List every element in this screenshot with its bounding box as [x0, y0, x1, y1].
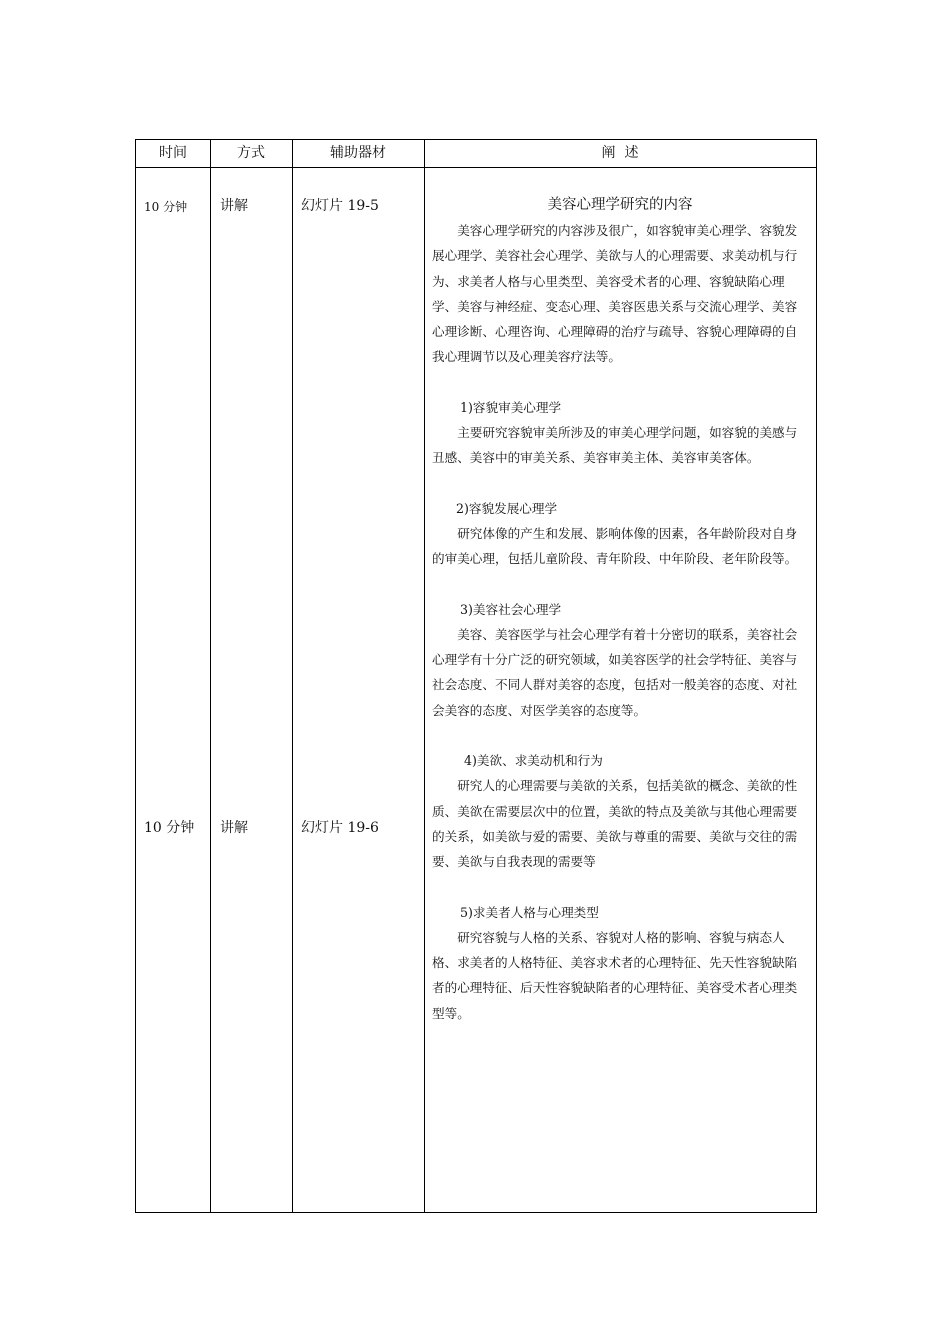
row-2-method: 讲解 [220, 820, 248, 836]
section-4-body: 研究人的心理需要与美欲的关系，包括美欲的概念、美欲的性质、美欲在需要层次中的位置，美欲的特点及美欲与其他心理需要的关系，如美欲与爱的需要、美欲与尊重的需要、美欲与交往的需要、美欲与自我表现的需要等 [432, 778, 798, 870]
lesson-plan-table [135, 139, 817, 1213]
section-3-heading: 3)美容社会心理学 [460, 601, 562, 617]
table-header-row [136, 140, 816, 168]
header-method: 方式 [237, 145, 265, 161]
row-1-method: 讲解 [220, 198, 248, 214]
header-equipment: 辅助器材 [330, 145, 386, 161]
description-intro: 美容心理学研究的内容涉及很广，如容貌审美心理学、容貌发展心理学、美容社会心理学、美欲与人的心理需要、求美动机与行为、求美者人格与心里类型、美容受术者的心理、容貌缺陷心理学、美容与神经症、变态心理、美容医患关系与交流心理学、美容心理诊断、心理咨询、心理障碍的治疗与疏导、容貌心理障碍的自我心理调节以及心理美容疗法等。 [432, 223, 798, 365]
row-1-equipment: 幻灯片 19-5 [301, 198, 379, 214]
section-3-body: 美容、美容医学与社会心理学有着十分密切的联系，美容社会心理学有十分广泛的研究领域，如美容医学的社会学特征、美容与社会态度、不同人群对美容的态度，包括对一般美容的态度、对社会美容的态度、对医学美容的态度等。 [432, 626, 798, 718]
section-5-heading: 5)求美者人格与心理类型 [460, 904, 599, 920]
row-1-time: 10 分钟 [144, 200, 188, 214]
header-description: 阐 述 [601, 145, 639, 161]
section-5-body: 研究容貌与人格的关系、容貌对人格的影响、容貌与病态人格、求美者的人格特征、美容求术者的心理特征、先天性容貌缺陷者的心理特征、后天性容貌缺陷者的心理特征、美容受术者心理类型等。 [432, 929, 798, 1021]
description-title: 美容心理学研究的内容 [547, 197, 693, 213]
column-divider [292, 140, 293, 1212]
row-2-time: 10 分钟 [144, 820, 195, 836]
header-time: 时间 [159, 145, 187, 161]
section-4-heading: 4)美欲、求美动机和行为 [464, 753, 603, 769]
row-2-equipment: 幻灯片 19-6 [301, 820, 379, 836]
section-1-heading: 1)容貌审美心理学 [460, 399, 562, 415]
section-2-heading: 2)容貌发展心理学 [456, 500, 558, 516]
column-divider [424, 140, 425, 1212]
description-body [432, 218, 806, 1026]
section-1-body: 主要研究容貌审美所涉及的审美心理学问题，如容貌的美感与丑感、美容中的审美关系、美容审美主体、美容审美客体。 [432, 425, 798, 466]
column-divider [210, 140, 211, 1212]
section-2-body: 研究体像的产生和发展、影响体像的因素，各年龄阶段对自身的审美心理，包括儿童阶段、青年阶段、中年阶段、老年阶段等。 [432, 525, 798, 567]
